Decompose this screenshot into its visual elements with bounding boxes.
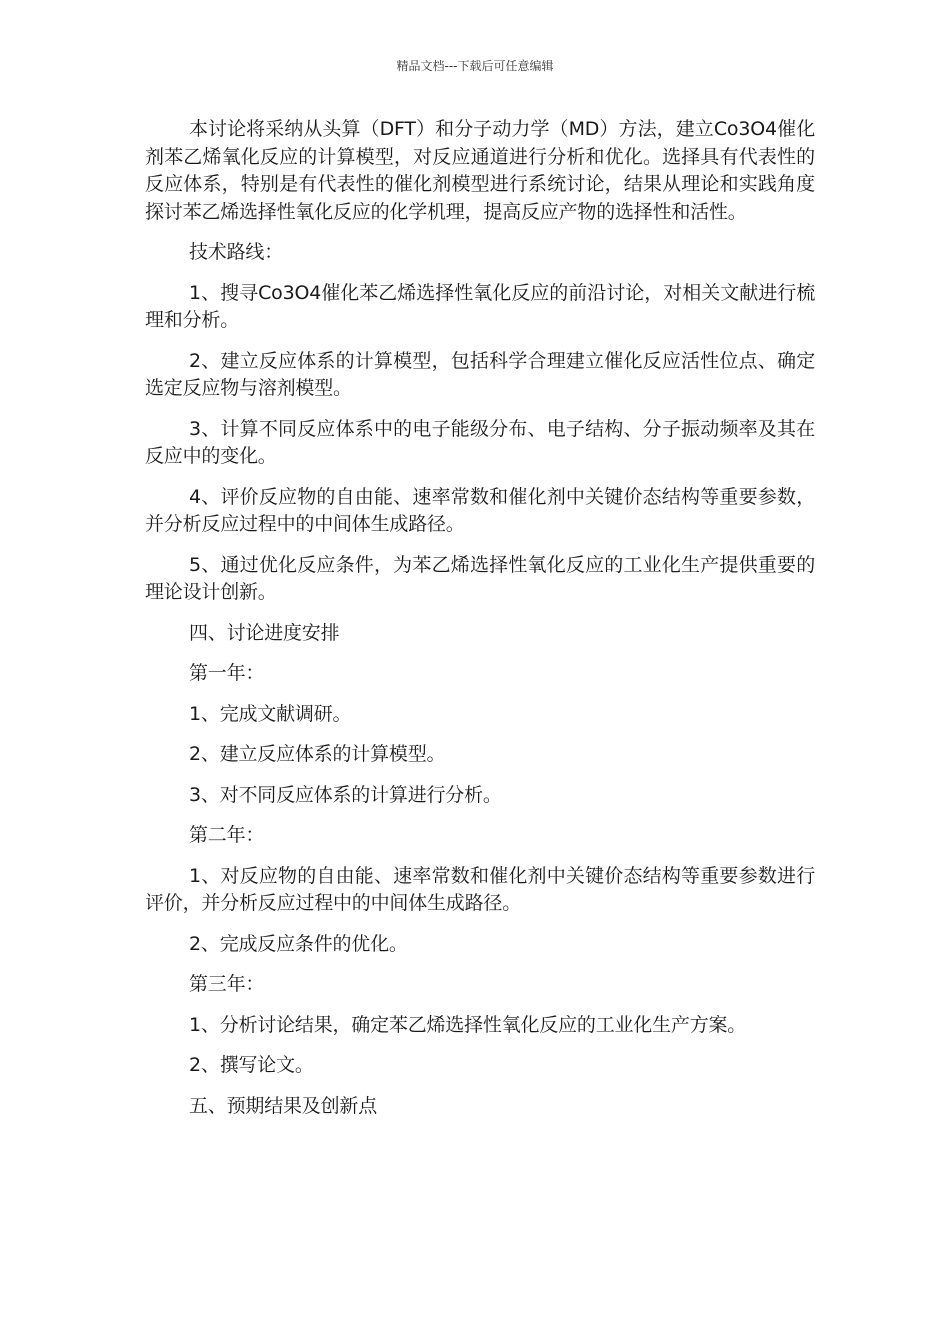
paragraph-year-1-heading: 第一年： (189, 662, 265, 684)
paragraph-year-3-item-1: 1、分析讨论结果，确定苯乙烯选择性氧化反应的工业化生产方案。 (189, 1013, 747, 1036)
section-heading-expected-results: 五、预期结果及创新点 (189, 1094, 378, 1117)
paragraph-year-2-item-1: 1、对反应物的自由能、速率常数和催化剂中关键价态结构等重要参数进行评价，并分析反应过程中的中间体生成路径。 (145, 864, 815, 914)
paragraph-year-1-item-1: 1、完成文献调研。 (189, 702, 352, 725)
paragraph-route-step-1: 1、搜寻Co3O4催化苯乙烯选择性氧化反应的前沿讨论，对相关文献进行梳理和分析。 (145, 281, 815, 331)
document-body (145, 116, 815, 1133)
paragraph-route-step-2: 2、建立反应体系的计算模型，包括科学合理建立催化反应活性位点、确定选定反应物与溶剂模型。 (145, 349, 815, 399)
paragraph-route-step-4: 4、评价反应物的自由能、速率常数和催化剂中关键价态结构等重要参数，并分析反应过程中的中间体生成路径。 (145, 485, 815, 535)
paragraph-year-3-item-2: 2、撰写论文。 (189, 1054, 314, 1076)
paragraph-tech-route-heading: 技术路线： (189, 241, 284, 263)
paragraph-route-step-3: 3、计算不同反应体系中的电子能级分布、电子结构、分子振动频率及其在反应中的变化。 (145, 417, 815, 467)
paragraph-route-step-5: 5、通过优化反应条件，为苯乙烯选择性氧化反应的工业化生产提供重要的理论设计创新。 (145, 553, 815, 603)
paragraph-year-1-item-3: 3、对不同反应体系的计算进行分析。 (189, 783, 502, 806)
section-heading-schedule: 四、讨论进度安排 (189, 621, 340, 644)
paragraph-intro: 本讨论将采纳从头算（DFT）和分子动力学（MD）方法，建立Co3O4催化剂苯乙烯氧化反应的计算模型，对反应通道进行分析和优化。选择具有代表性的反应体系，特别是有代表性的催化剂模型进行系统讨论，结果从理论和实践角度探讨苯乙烯选择性氧化反应的化学机理，提高反应产物的选择性和活性。 (145, 118, 815, 223)
paragraph-year-2-heading: 第二年： (189, 824, 265, 846)
paragraph-year-3-heading: 第三年： (189, 973, 265, 995)
page-header: 精品文档---下载后可任意编辑 (396, 59, 554, 73)
paragraph-year-1-item-2: 2、建立反应体系的计算模型。 (189, 743, 446, 765)
paragraph-year-2-item-2: 2、完成反应条件的优化。 (189, 932, 408, 955)
